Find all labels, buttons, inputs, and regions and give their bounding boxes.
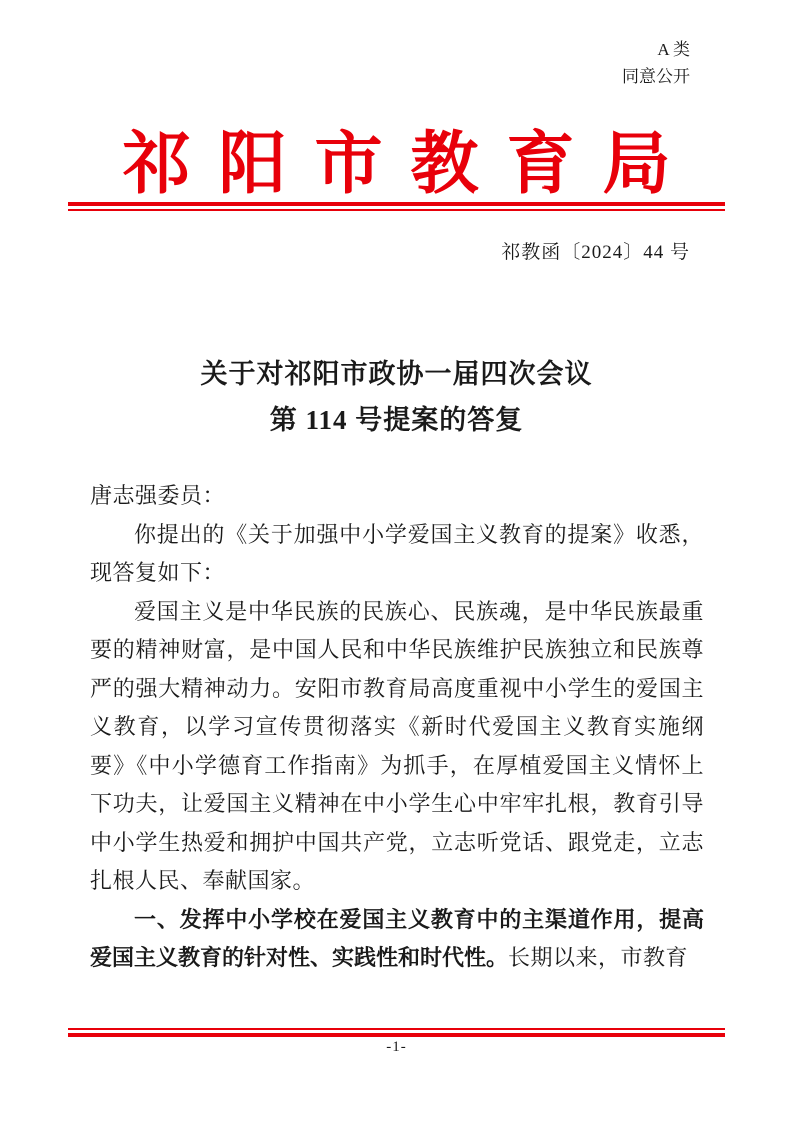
document-title-line1: 关于对祁阳市政协一届四次会议 <box>200 359 593 389</box>
document-title-line2: 第 114 号提案的答复 <box>269 405 524 435</box>
agency-name: 祁阳市教育局 <box>122 126 699 202</box>
salutation: 唐志强委员： <box>90 483 226 508</box>
document-meta <box>622 36 690 90</box>
page-number: -1- <box>386 1039 407 1055</box>
separator-thick-bar <box>68 1033 725 1037</box>
document-title <box>0 351 793 443</box>
red-separator-top <box>68 202 725 211</box>
separator-thin-bar <box>68 209 725 211</box>
body-paragraph-3 <box>90 901 704 978</box>
red-separator-bottom <box>68 1028 725 1037</box>
doc-number: 祁教函〔2024〕44 号 <box>501 242 690 263</box>
body-paragraph-3-heading: 一、发挥中小学校在爱国主义教育中的主渠道作用，提高爱国主义教育的针对性、实践性和时代性。 <box>90 906 704 970</box>
body-paragraph-2: 爱国主义是中华民族的民族心、民族魂，是中华民族最重要的精神财富，是中国人民和中华民族维护民族独立和民族尊严的强大精神动力。安阳市教育局高度重视中小学生的爱国主义教育，以学习宣传贯彻落实《新时代爱国主义教育实施纲要》《中小学德育工作指南》为抓手，在厚植爱国主义情怀上下功夫，让爱国主义精神在中小学生心中牢牢扎根，教育引导中小学生热爱和拥护中国共产党，立志听党话、跟党走，立志扎根人民、奉献国家。 <box>90 598 704 893</box>
document-body <box>90 477 704 978</box>
classification-label: A 类 <box>657 40 690 59</box>
body-paragraph-3-continuation: 长期以来，市教育 <box>508 945 689 970</box>
disclosure-label: 同意公开 <box>622 67 690 86</box>
body-paragraph-1: 你提出的《关于加强中小学爱国主义教育的提案》收悉，现答复如下： <box>90 521 704 585</box>
